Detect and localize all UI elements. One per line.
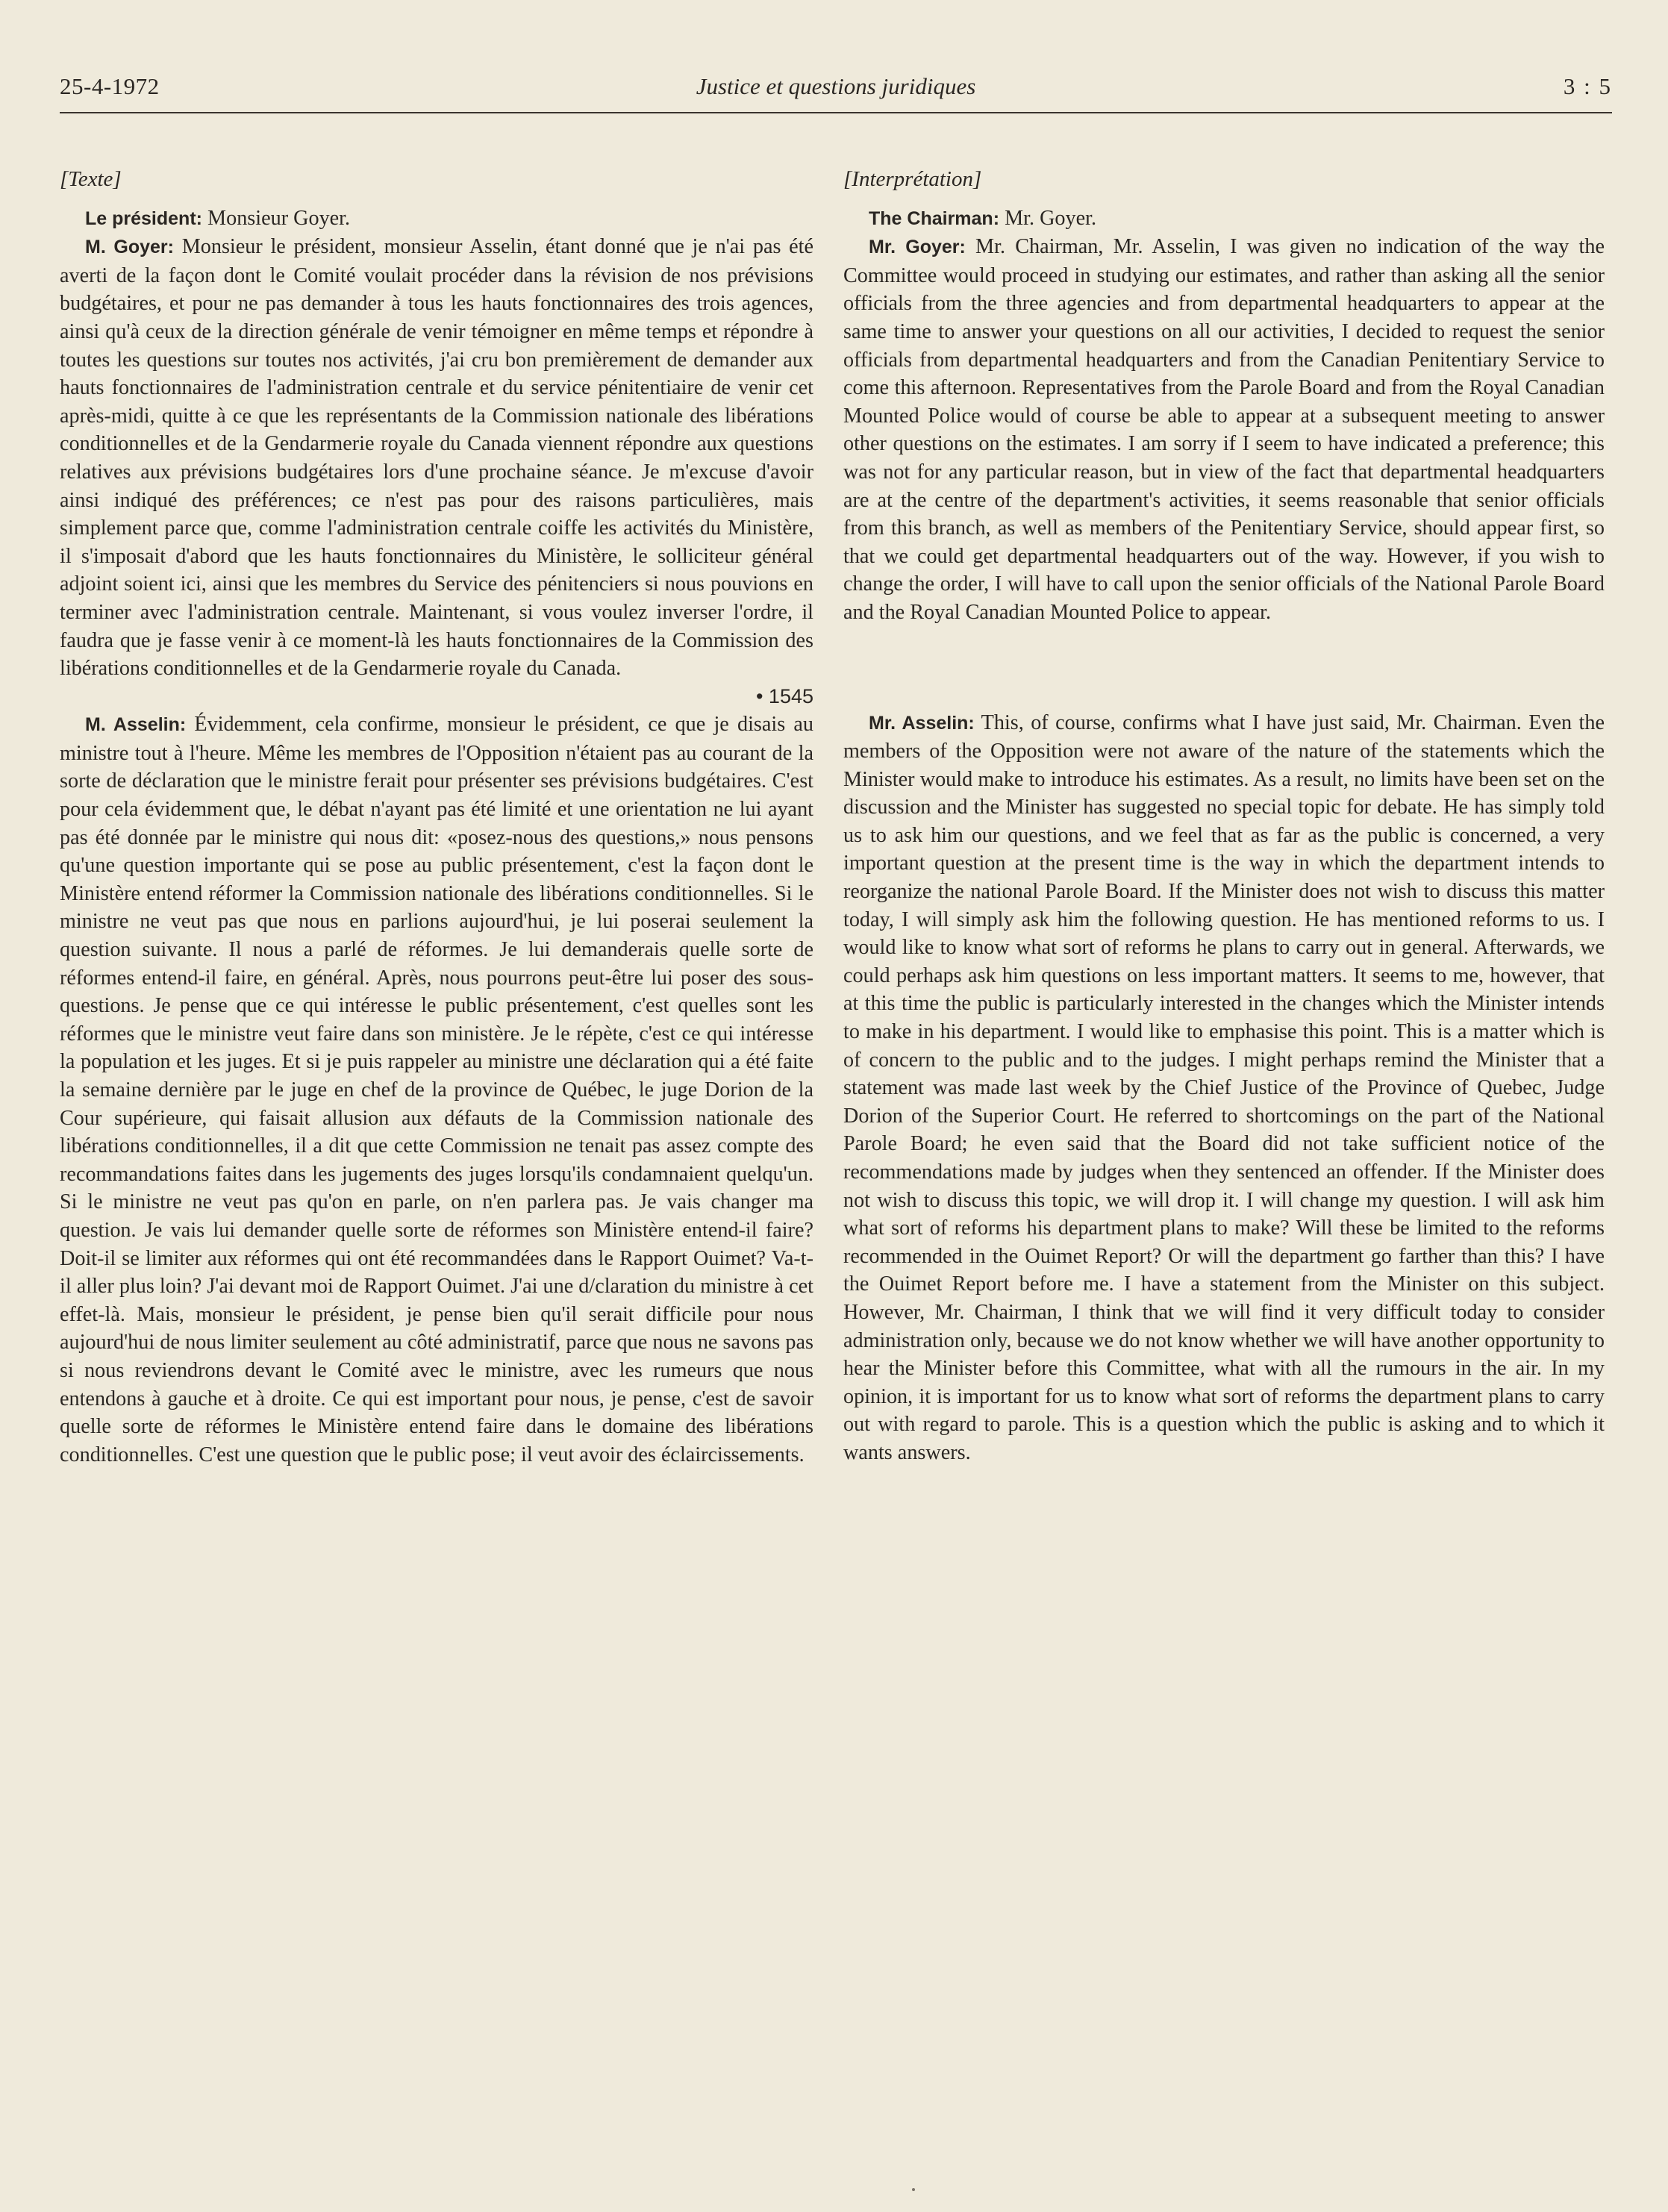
paragraph-text: This, of course, confirms what I have just said, Mr. Chairman. Even the members of the Opposition were not aware of the nature of the statements which the Minister would make to introduce his estimates. As a result, no limits have been set on the discussion and the Minister has suggested no special topic for debate. He has simply told us to ask him our questions, and we feel that as far as the public is concerned, a very important question at the present time is the way in which the department intends to reorganize the national Parole Board. If the Minister does not wish to discuss this matter today, I will simply ask him the following question. He has mentioned reforms to us. I would like to know what sort of reforms he plans to carry out in general. Afterwards, we could perhaps ask him questions on less important matters. It seems to me, however, that at this time the public is particularly interested in the changes which the Minister intends to make in his department. I would like to emphasise this point. This is a matter which is of concern to the public and to the judges. I might perhaps remind the Minister that a statement was made last week by the Chief Justice of the Province of Quebec, Judge Dorion of the Superior Court. He referred to shortcomings on the part of the National Parole Board; he even said that the Board did not take sufficient notice of the recommendations made by judges when they sentenced an offender. If the Minister does not wish to discuss this topic, we will drop it. I will change my question. I will ask him what sort of reforms his department plans to make? Will these be limited to the reforms recommended in the Ouimet Report? Or will the department go farther than this? I have the Ouimet Report before me. I have a statement from the Minister on this subject. However, Mr. Chairman, I think that we will find it very difficult today to consider administration only, because we do not know whether we will have another opportunity to hear the Minister before this Committee, what with all the rumours in the air. In my opinion, it is important for us to know what sort of reforms the department plans to carry out with regard to parole. This is a question which the public is asking and to which it wants answers.: [843, 710, 1605, 1464]
speaker-label: Le président:: [85, 207, 202, 229]
page-header: [60, 73, 1612, 115]
header-rule: [60, 112, 1612, 113]
paragraph-chairman: [60, 204, 813, 234]
paragraph-goyer: [843, 233, 1605, 626]
header-date: 25-4-1972: [60, 73, 160, 99]
english-column: [843, 166, 1605, 1467]
page-speck: [912, 2188, 915, 2191]
paragraph-text: Évidemment, cela confirme, monsieur le président, ce que je disais au ministre tout à l'heure. Même les membres de l'Opposition n'étaient pas au courant de la sorte de déclaration que le ministre ferait pour présenter ses prévisions budgétaires. C'est pour cela évidemment que, le débat n'ayant pas été limité et une orientation ne lui ayant pas été donnée par le ministre qui nous dit: «posez-nous des questions,» nous pensons qu'une question importante qui se pose au public présentement, c'est la façon dont le Ministère entend réformer la Commission nationale des libérations conditionnelles. Si le ministre ne veut pas que nous en parlions aujourd'hui, je lui poserai seulement la question suivante. Il nous a parlé de réformes. Je lui demanderais quelle sorte de réformes entend-il faire, en général. Après, nous pourrons peut-être lui poser des sous-questions. Je pense que ce qui intéresse le public présentement, c'est quelles sont les réformes que le ministre veut faire dans son ministère. Je le répète, c'est ce qui intéresse la population et les juges. Et si je puis rappeler au ministre une déclaration qui a été faite la semaine dernière par le juge en chef de la province de Québec, le juge Dorion de la Cour supérieure, qui faisait allusion aux défauts de la Commission nationale des libérations conditionnelles, il a dit que cette Commission ne tenait pas assez compte des recommandations faites dans les jugements des juges lorsqu'ils condamnaient quelqu'un. Si le ministre ne veut pas qu'on en parle, on n'en parlera pas. Je vais changer ma question. Je vais lui demander quelle sorte de réformes son Ministère entend-il faire? Doit-il se limiter aux réformes qui ont été recommandées dans le Rapport Ouimet? Va-t-il aller plus loin? J'ai devant moi de Rapport Ouimet. J'ai une d/claration du ministre à cet effet-là. Mais, monsieur le président, je pense bien qu'il serait difficile pour nous aujourd'hui de nous limiter seulement au côté administratif, parce que nous ne savons pas si nous reviendrons devant le Comité avec le ministre, avec les rumeurs que nous entendons à gauche et à droite. Ce qui est important pour nous, je pense, c'est de savoir quelle sorte de réformes le Ministère entend faire dans le domaine des libérations conditionnelles. C'est une question que le public pose; il veut avoir des éclaircissements.: [60, 713, 813, 1466]
paragraph-asselin: [60, 710, 813, 1469]
speaker-label: M. Asselin:: [85, 714, 187, 736]
paragraph-chairman: [843, 204, 1605, 234]
header-page-number: 3 : 5: [1563, 73, 1612, 99]
header-title: Justice et questions juridiques: [696, 73, 976, 99]
paragraph-text: Monsieur Goyer.: [202, 206, 351, 230]
paragraph-text: Mr. Goyer.: [999, 206, 1096, 230]
paragraph-asselin: [843, 709, 1605, 1467]
speaker-label: Mr. Goyer:: [869, 237, 966, 258]
speaker-label: Mr. Asselin:: [869, 712, 975, 734]
time-marker: • 1545: [755, 684, 813, 707]
column-gap: [843, 627, 1605, 709]
speaker-label: M. Goyer:: [85, 237, 174, 258]
paragraph-text: Mr. Chairman, Mr. Asselin, I was given no indication of the way the Committee would proceed in studying our estimates, and rather than asking all the senior officials from the three agencies and from departmental headquarters to appear at the same time to answer your questions on all our activities, I decided to request the senior officials from departmental headquarters and from the Canadian Penitentiary Service to come this afternoon. Representatives from the Parole Board and from the Royal Canadian Mounted Police would of course be able to appear at a subsequent meeting to answer other questions on the estimates. I am sorry if I seem to have indicated a preference; this was not for any particular reason, but in view of the fact that departmental headquarters are at the centre of the department's activities, it seems reasonable that senior officials from this branch, as well as members of the Penitentiary Service, should appear first, so that we could get departmental headquarters out of the way. However, if you wish to change the order, I will have to call upon the senior officials of the National Parole Board and the Royal Canadian Mounted Police to appear.: [843, 235, 1605, 624]
paragraph-goyer: [60, 233, 813, 683]
speaker-label: The Chairman:: [869, 207, 1000, 229]
language-tag: [Texte]: [60, 167, 122, 191]
french-column: [60, 166, 813, 1469]
paragraph-text: Monsieur le président, monsieur Asselin, étant donné que je n'ai pas été averti de la façon dont le Comité voulait procéder dans la révision de nos prévisions budgétaires, et pour ne pas demander à tous les hauts fonctionnaires des trois agences, ainsi qu'à ceux de la direction générale de venir témoigner en même temps et répondre à toutes les questions sur toutes nos activités, j'ai cru bon premièrement de demander aux hauts fonctionnaires de l'administration centrale et du service pénitentiaire de venir cet après-midi, quitte à ce que les représentants de la Commission nationale des libérations conditionnelles et de la Gendarmerie royale du Canada viennent répondre aux questions relatives aux prévisions budgétaires lors d'une prochaine séance. Je m'excuse d'avoir ainsi indiqué des préférences; ce n'est pas pour des raisons particulières, mais simplement parce que, comme l'administration centrale coiffe les activités du Ministère, il s'imposait d'abord que les hauts fonctionnaires du Ministère, le solliciteur général adjoint soient ici, ainsi que les membres du Service des pénitenciers si nous pouvions en terminer avec l'administration centrale. Maintenant, si vous voulez inverser l'ordre, il faudra que je fasse venir à ce moment-là les hauts fonctionnaires de la Commission des libérations conditionnelles et de la Gendarmerie royale du Canada.: [60, 235, 813, 681]
language-tag: [Interprétation]: [843, 167, 982, 191]
